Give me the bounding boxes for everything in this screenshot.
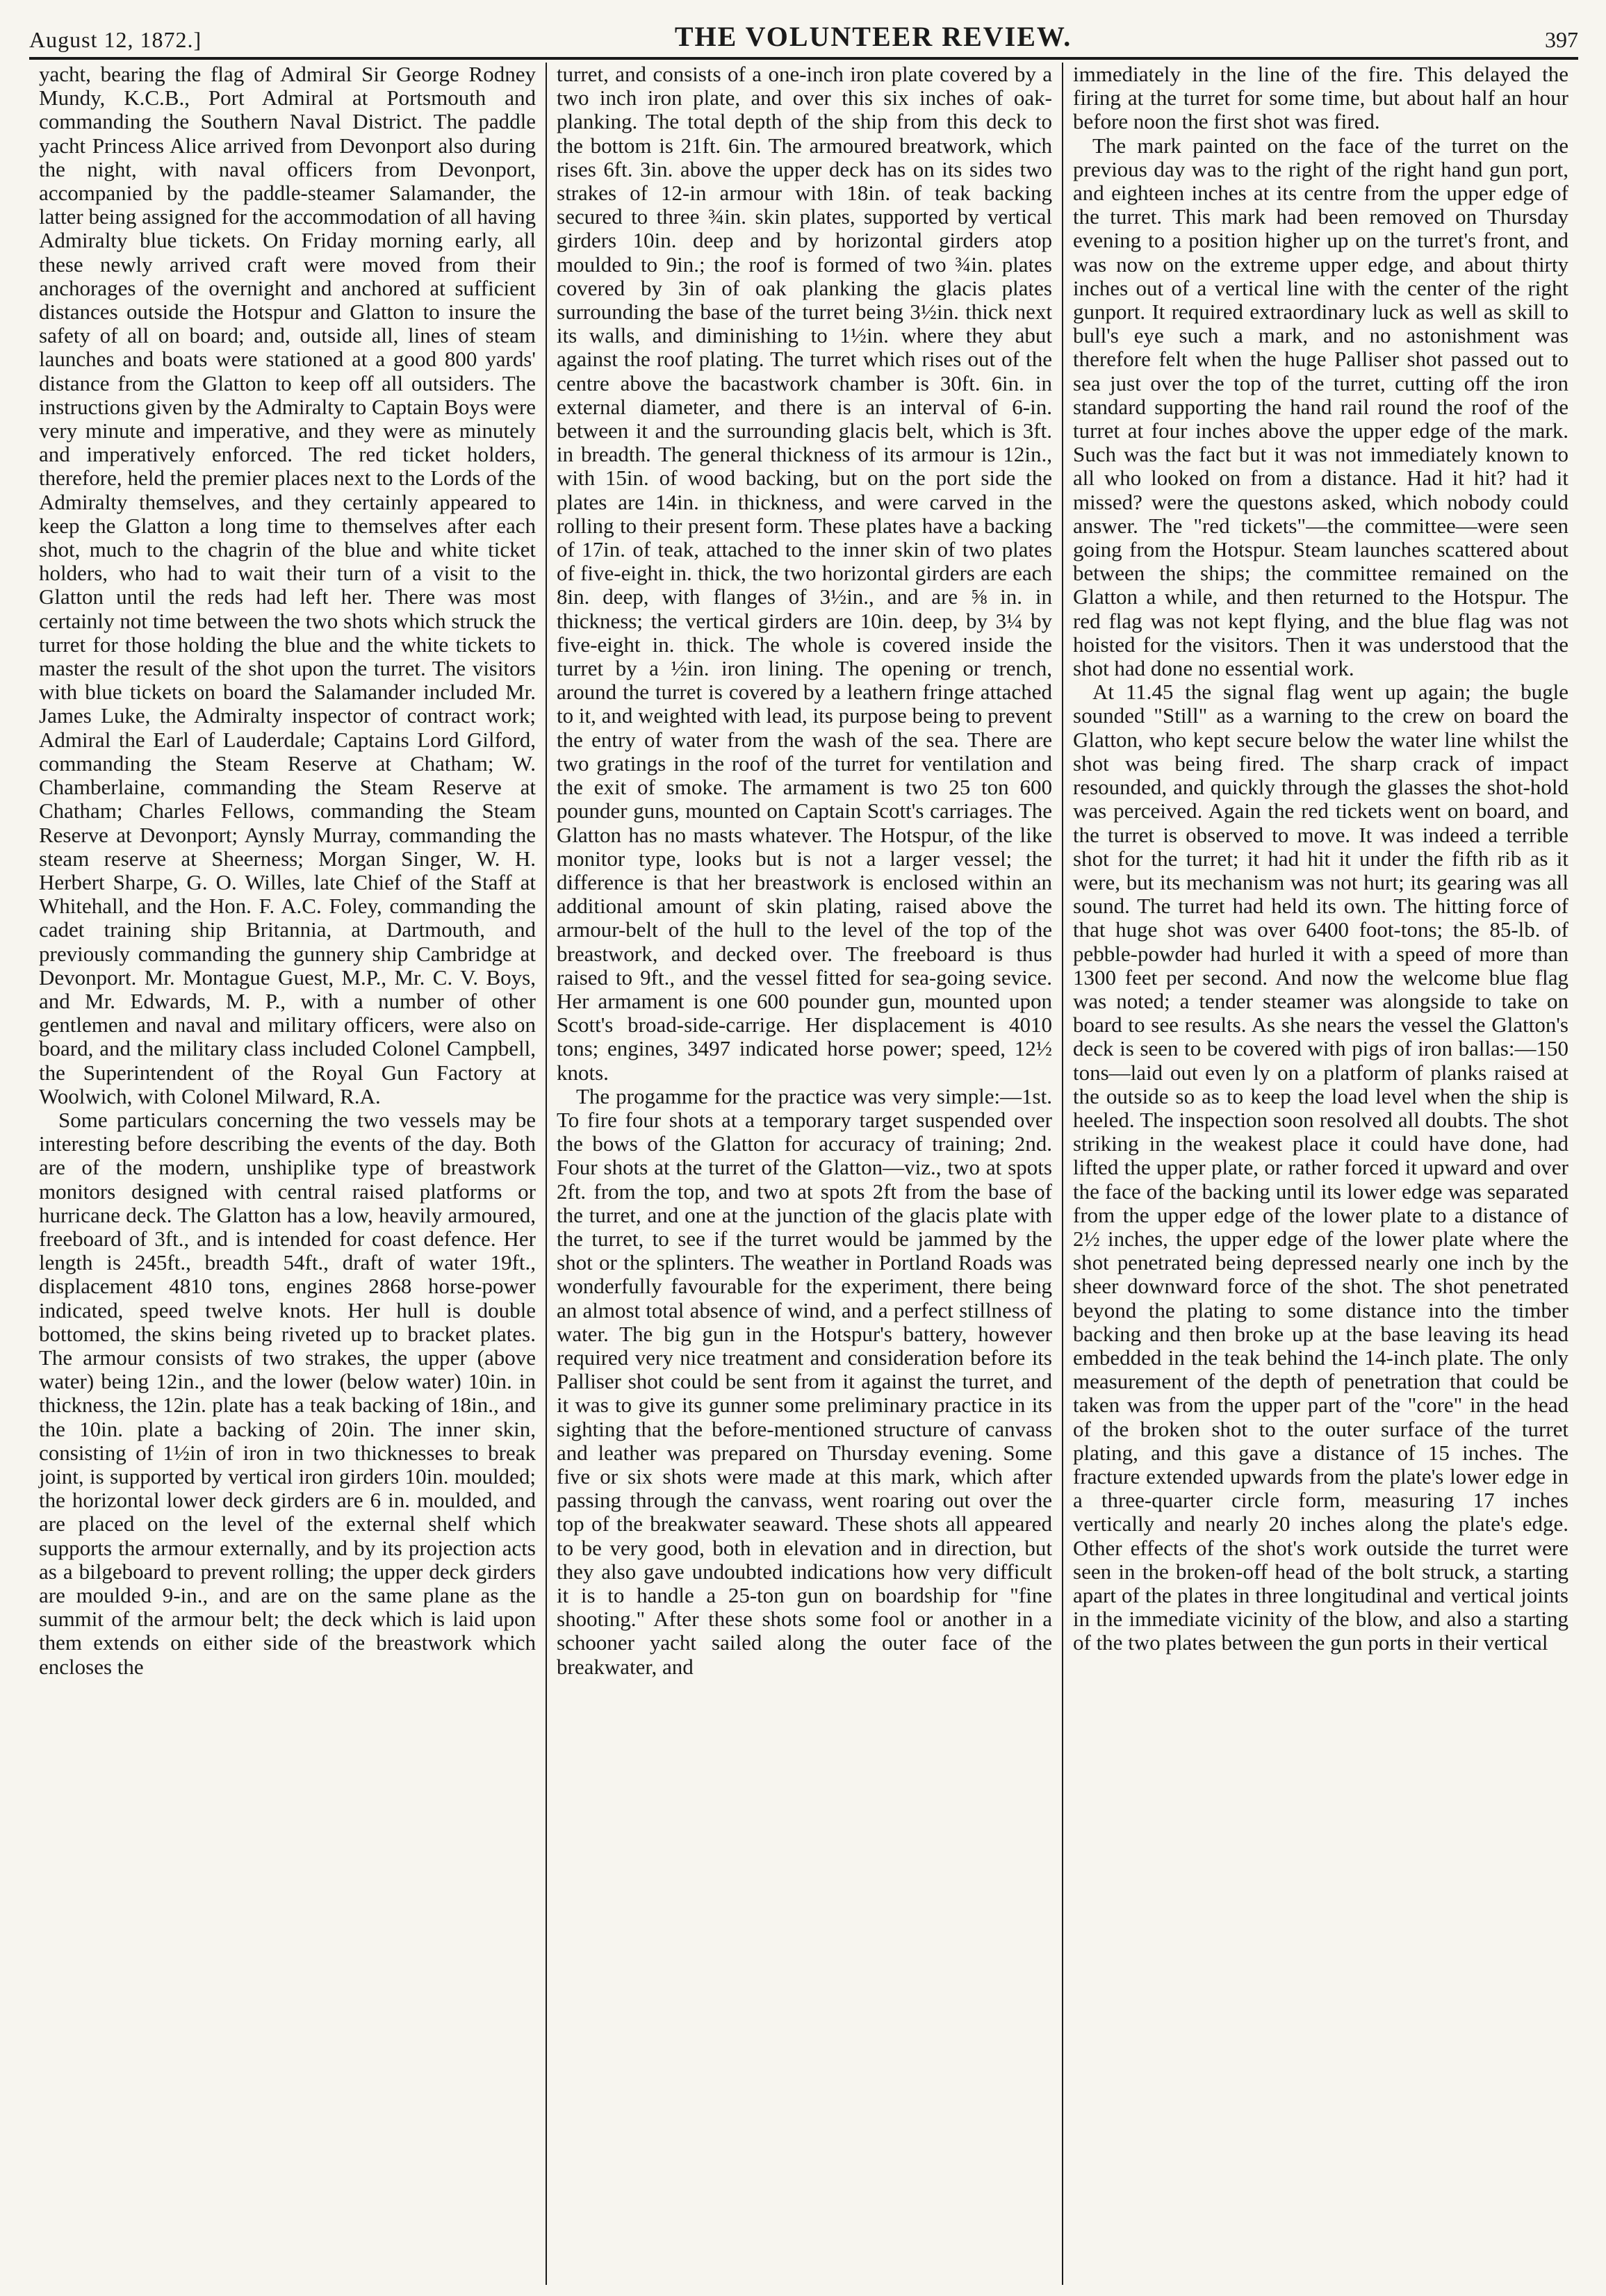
column-1 [29, 63, 546, 2285]
column-3-paragraph: At 11.45 the signal flag went up again; the bugle sounded "Still" as a warning to the crew on board the Glatton, who kept secure below the water line whilst the shot was being fired. The sharp crack of impact resounded, and quickly through the glasses the shot-hold was perceived. Again the red tickets went on board, and the turret is observed to move. It was indeed a terrible shot for the turret; it had hit it under the fifth rib as it were, but its mechanism was not hurt; its gearing was all sound. The turret had held its own. The hitting force of that huge shot was over 6400 foot-tons; the 85-lb. of pebble-powder had hurled it with a speed of more than 1300 feet per second. And now the welcome blue flag was noted; a tender steamer was alongside to take on board to see results. As she nears the vessel the Glatton's deck is seen to be covered with pigs of iron ballas:—150 tons—laid out even ly on a platform of planks raised at the outside so as to keep the load level when the ship is heeled. The inspection soon resolved all doubts. The shot striking in the weakest place it could have done, had lifted the upper plate, or rather forced it upward and over the face of the backing until its lower edge was separated from the upper edge of the lower plate to a distance of 2½ inches, the upper edge of the lower plate where the shot penetrated being depressed nearly one inch by the sheer downward force of the shot. The shot penetrated beyond the plating to some distance into the timber backing and then broke up at the base leaving its head embedded in the teak behind the 14-inch plate. The only measurement of the depth of penetration that could be taken was from the upper part of the "core" in the head of the broken shot to the outer surface of the turret plating, and this gave a distance of 15 inches. The fracture extended upwards from the plate's lower edge in a three-quarter circle form, measuring 17 inches vertically and nearly 20 inches along the plate's edge. Other effects of the shot's work outside the turret were seen in the broken-off head of the bolt struck, a starting apart of the plates in three longitudinal and vertical joints in the immediate vicinity of the blow, and also a starting of the two plates between the gun ports in their vertical [1073, 680, 1568, 1655]
column-2-paragraph: turret, and consists of a one-inch iron plate covered by a two inch iron plate, and over this six inches of oak-planking. The total depth of the ship from this deck to the bottom is 21ft. 6in. The armoured breatwork, which rises 6ft. 3in. above the upper deck has on its sides two strakes of 12-in armour with 18in. of teak backing secured to three ¾in. skin plates, supported by vertical girders 10in. deep and by horizontal girders atop moulded to 9in.; the roof is formed of two ¾in. plates covered by 3in of oak planking the glacis plates surrounding the base of the turret being 3½in. thick next its walls, and diminishing to 1½in. where they abut against the roof plating. The turret which rises out of the centre above the bacastwork chamber is 30ft. 6in. in external diameter, and there is an interval of 6-in. between it and the surrounding glacis belt, which is 3ft. in breadth. The general thickness of its armour is 12in., with 15in. of wood backing, but on the port side the plates are 14in. in thickness, and were carved in the rolling to their present form. These plates have a backing of 17in. of teak, attached to the inner skin of two plates of five-eight in. thick, the two horizontal girders are each 8in. deep, with flanges of 3½in., and are ⅝ in. in thickness; the vertical girders are 10in. deep, by 3¼ by five-eight in. thick. The whole is covered inside the turret by a ½in. iron lining. The opening or trench, around the turret is covered by a leathern fringe attached to it, and weighted with lead, its purpose being to prevent the entry of water from the wash of the sea. There are two gratings in the roof of the turret for ventilation and the exit of smoke. The armament is two 25 ton 600 pounder guns, mounted on Captain Scott's carriages. The Glatton has no masts whatever. The Hotspur, of the like monitor type, looks but is not a larger vessel; the difference is that her breastwork is enclosed within an additional amount of skin plating, raised above the armour-belt of the hull to the level of the top of the breastwork, and decked over. The freeboard is thus raised to 9ft., and the vessel fitted for sea-going sevice. Her armament is one 600 pounder gun, mounted upon Scott's broad-side-carrige. Her displacement is 4010 tons; engines, 3497 indicated horse power; speed, 12½ knots. [557, 63, 1052, 1085]
column-3 [1062, 63, 1578, 2285]
column-2-paragraph: The progamme for the practice was very simple:—1st. To fire four shots at a temporary target suspended over the bows of the Glatton for accuracy of training; 2nd. Four shots at the turret of the Glatton—viz., two at spots 2ft. from the top, and two at spots 2ft from the base of the turret, and one at the junction of the glacis plate with the turret, to see if the turret would be jammed by the shot or the splinters. The weather in Portland Roads was wonderfully favourable for the experiment, there being an almost total absence of wind, and a perfect stillness of water. The big gun in the Hotspur's battery, however required very nice treatment and consideration before its Palliser shot could be sent from it against the turret, and it was to give its gunner some preliminary practice in its sighting that the before-mentioned structure of canvass and leather was prepared on Thursday evening. Some five or six shots were made at this mark, which after passing through the canvass, went roaring out over the top of the breakwater seaward. These shots all appeared to be very good, both in elevation and in direction, but they also gave undoubted indications how very difficult it is to handle a 25-ton gun on boardship for "fine shooting." After these shots some fool or another in a schooner yacht sailed along the outer face of the breakwater, and [557, 1083, 1052, 1679]
column-3-paragraph: The mark painted on the face of the turret on the previous day was to the right of the right hand gun port, and eighteen inches at its centre from the upper edge of the turret. This mark had been removed on Thursday evening to a position higher up on the turret's front, and was now on the extreme upper edge, and about thirty inches out of a vertical line with the center of the right gunport. It required extraordinary luck as well as skill to bull's eye such a mark, and no astonishment was therefore felt when the huge Palliser shot passed out to sea just over the top of the turret, cutting off the iron standard supporting the hand rail round the roof of the turret at four inches above the upper edge of the mark. Such was the fact but it was not immediately known to all who looked on from a distance. Had it hit? had it missed? were the questons asked, which nobody could answer. The "red tickets"—the committee—were seen going from the Hotspur. Steam launches scattered about between the ships; the committee remained on the Glatton a while, and then returned to the Hotspur. The red flag was not kept flying, and the blue flag was not hoisted for the visitors. Then it was understood that the shot had done no essential work. [1073, 133, 1568, 681]
column-1-paragraph: yacht, bearing the flag of Admiral Sir George Rodney Mundy, K.C.B., Port Admiral at Portsmouth and commanding the Southern Naval District. The paddle yacht Princess Alice arrived from Devonport also during the night, with naval officers from Devonport, accompanied by the paddle-steamer Salamander, the latter being assigned for the accommodation of all having Admiralty blue tickets. On Friday morning early, all these newly arrived craft were moved from their anchorages of the overnight and anchored at sufficient distances outside the Hotspur and Glatton to insure the safety of all on board; and, outside all, lines of steam launches and boats were stationed at a good 800 yards' distance from the Glatton to keep off all outsiders. The instructions given by the Admiralty to Captain Boys were very minute and imperative, and they were as minutely and imperatively enforced. The red ticket holders, therefore, held the premier places next to the Lords of the Admiralty themselves, and they certainly appeared to keep the Glatton a long time to themselves after each shot, much to the chagrin of the blue and white ticket holders, who had to wait their turn of a visit to the Glatton until the reds had left her. There was most certainly not time between the two shots which struck the turret for those holding the blue and the white tickets to master the result of the shot upon the turret. The visitors with blue tickets on board the Salamander included Mr. James Luke, the Admiralty inspector of contract work; Admiral the Earl of Lauderdale; Captains Lord Gilford, commanding the Steam Reserve at Chatham; W. Chamberlaine, commanding the Steam Reserve at Chatham; Charles Fellows, commanding the Steam Reserve at Devonport; Aynsly Murray, commanding the steam reserve at Sheerness; Morgan Singer, W. H. Herbert Sharpe, G. O. Willes, late Chief of the Staff at Whitehall, and the Hon. F. A.C. Foley, commanding the cadet training ship Britannia, at Dartmouth, and previously commanding the gunnery ship Cambridge at Devonport. Mr. Montague Guest, M.P., Mr. C. V. Boys, and Mr. Edwards, M. P., with a number of other gentlemen and naval and military officers, were also on board, and the military class included Colonel Campbell, the Superintendent of the Royal Gun Factory at Woolwich, with Colonel Milward, R.A. [39, 63, 536, 1108]
page-number: 397 [1545, 27, 1578, 52]
column-2 [546, 63, 1062, 2285]
masthead-title: THE VOLUNTEER REVIEW. [674, 21, 1072, 52]
article-columns [29, 63, 1578, 2285]
issue-date: August 12, 1872.] [29, 27, 202, 52]
page-header [29, 10, 1578, 60]
column-1-paragraph: Some particulars concerning the two vessels may be interesting before describing the events of the day. Both are of the modern, unshiplike type of breastwork monitors designed with central raised platforms or hurricane deck. The Glatton has a low, heavily armoured, freeboard of 3ft., and is intended for coast defence. Her length is 245ft., breadth 54ft., draft of water 19ft., displacement 4810 tons, engines 2868 horse-power indicated, speed twelve knots. Her hull is double bottomed, the skins being riveted up to bracket plates. The armour consists of two strakes, the upper (above water) being 12in., and the lower (below water) 10in. in thickness, the 12in. plate has a teak backing of 18in., and the 10in. plate a backing of 20in. The inner skin, consisting of 1½in of iron in two thicknesses to break joint, is supported by vertical iron girders 10in. moulded; the horizontal lower deck girders are 6 in. moulded, and are placed on the level of the external shelf which supports the armour externally, and by its projection acts as a bilgeboard to prevent rolling; the upper deck girders are moulded 9-in., and are on the same plane as the summit of the armour belt; the deck which is laid upon them extends on either side of the breastwork which encloses the [39, 1107, 536, 1679]
column-3-paragraph: immediately in the line of the fire. This delayed the firing at the turret for some time, but about half an hour before noon the first shot was fired. [1073, 63, 1568, 134]
